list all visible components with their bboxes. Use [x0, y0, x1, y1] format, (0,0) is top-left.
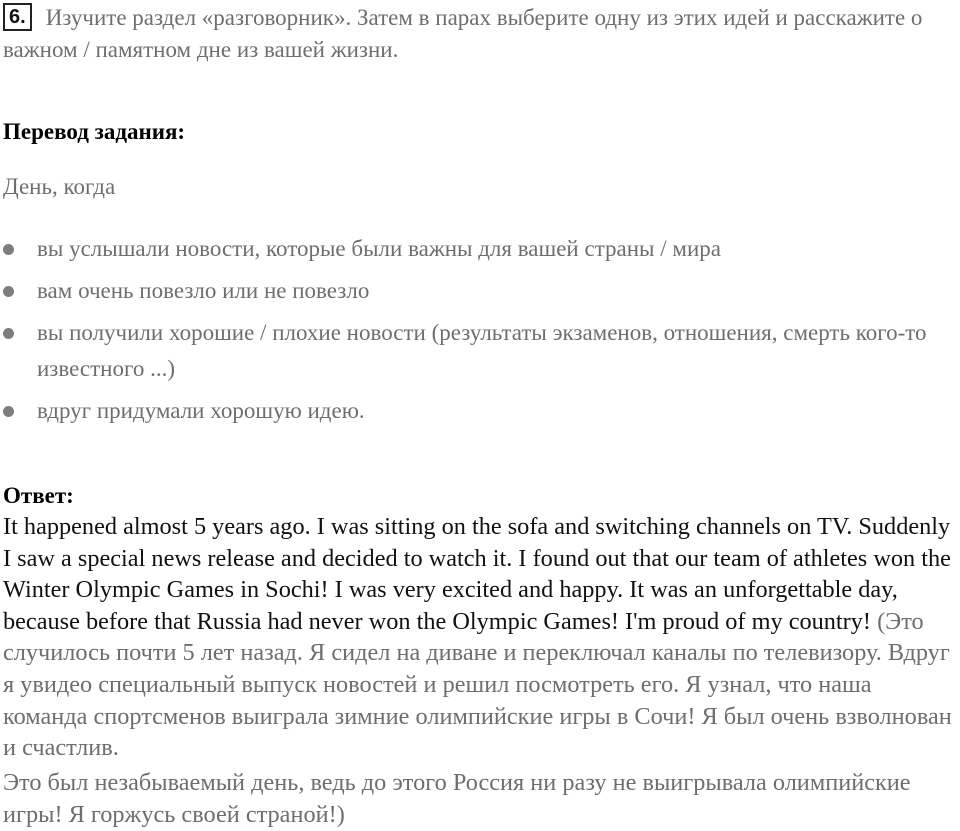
list-item: вдруг придумали хорошую идею.: [0, 393, 950, 429]
list-item: вы услышали новости, которые были важны для вашей страны / мира: [0, 231, 950, 267]
task-text: Изучите раздел «разговорник». Затем в парах выберите одну из этих идей и расскажите о важном / памятном дне из вашей жизни.: [3, 5, 923, 62]
translation-heading: Перевод задания:: [3, 119, 186, 144]
list-item: вы получили хорошие / плохие новости (результаты экзаменов, отношения, смерть кого-то известного ...): [0, 315, 950, 387]
list-item: вам очень повезло или не повезло: [0, 273, 950, 309]
answer-russian-translation: (Это случилось почти 5 лет назад. Я сидел на диване и переключал каналы по телевизору. Вдруг я увидео специальный выпуск новостей и решил посмотреть его. Я узнал, что наша команда спортсменов выиграла зимние олимпийские игры в Сочи! Я был очень взволнован и счастлив.: [3, 607, 952, 762]
answer-russian-translation-continued: Это был незабываемый день, ведь до этого Россия ни разу не выигрывала олимпийские игры! Я горжусь своей страной!): [3, 769, 911, 828]
translation-bullet-list: [0, 231, 950, 435]
answer-english-text: It happened almost 5 years ago. I was sitting on the sofa and switching channels on TV. Suddenly I saw a special news release and decided to watch it. I found out that our team of athletes won the Winter Olympic Games in Sochi! I was very excited and happy. It was an unforgettable day, because before that Russia had never won the Olympic Games! I'm proud of my country!: [3, 513, 951, 635]
answer-heading: Ответ:: [3, 483, 74, 508]
translation-intro: День, когда: [3, 174, 116, 199]
answer-paragraph: [3, 511, 959, 764]
task-number-badge: 6.: [3, 3, 32, 31]
task-statement: [3, 2, 953, 66]
